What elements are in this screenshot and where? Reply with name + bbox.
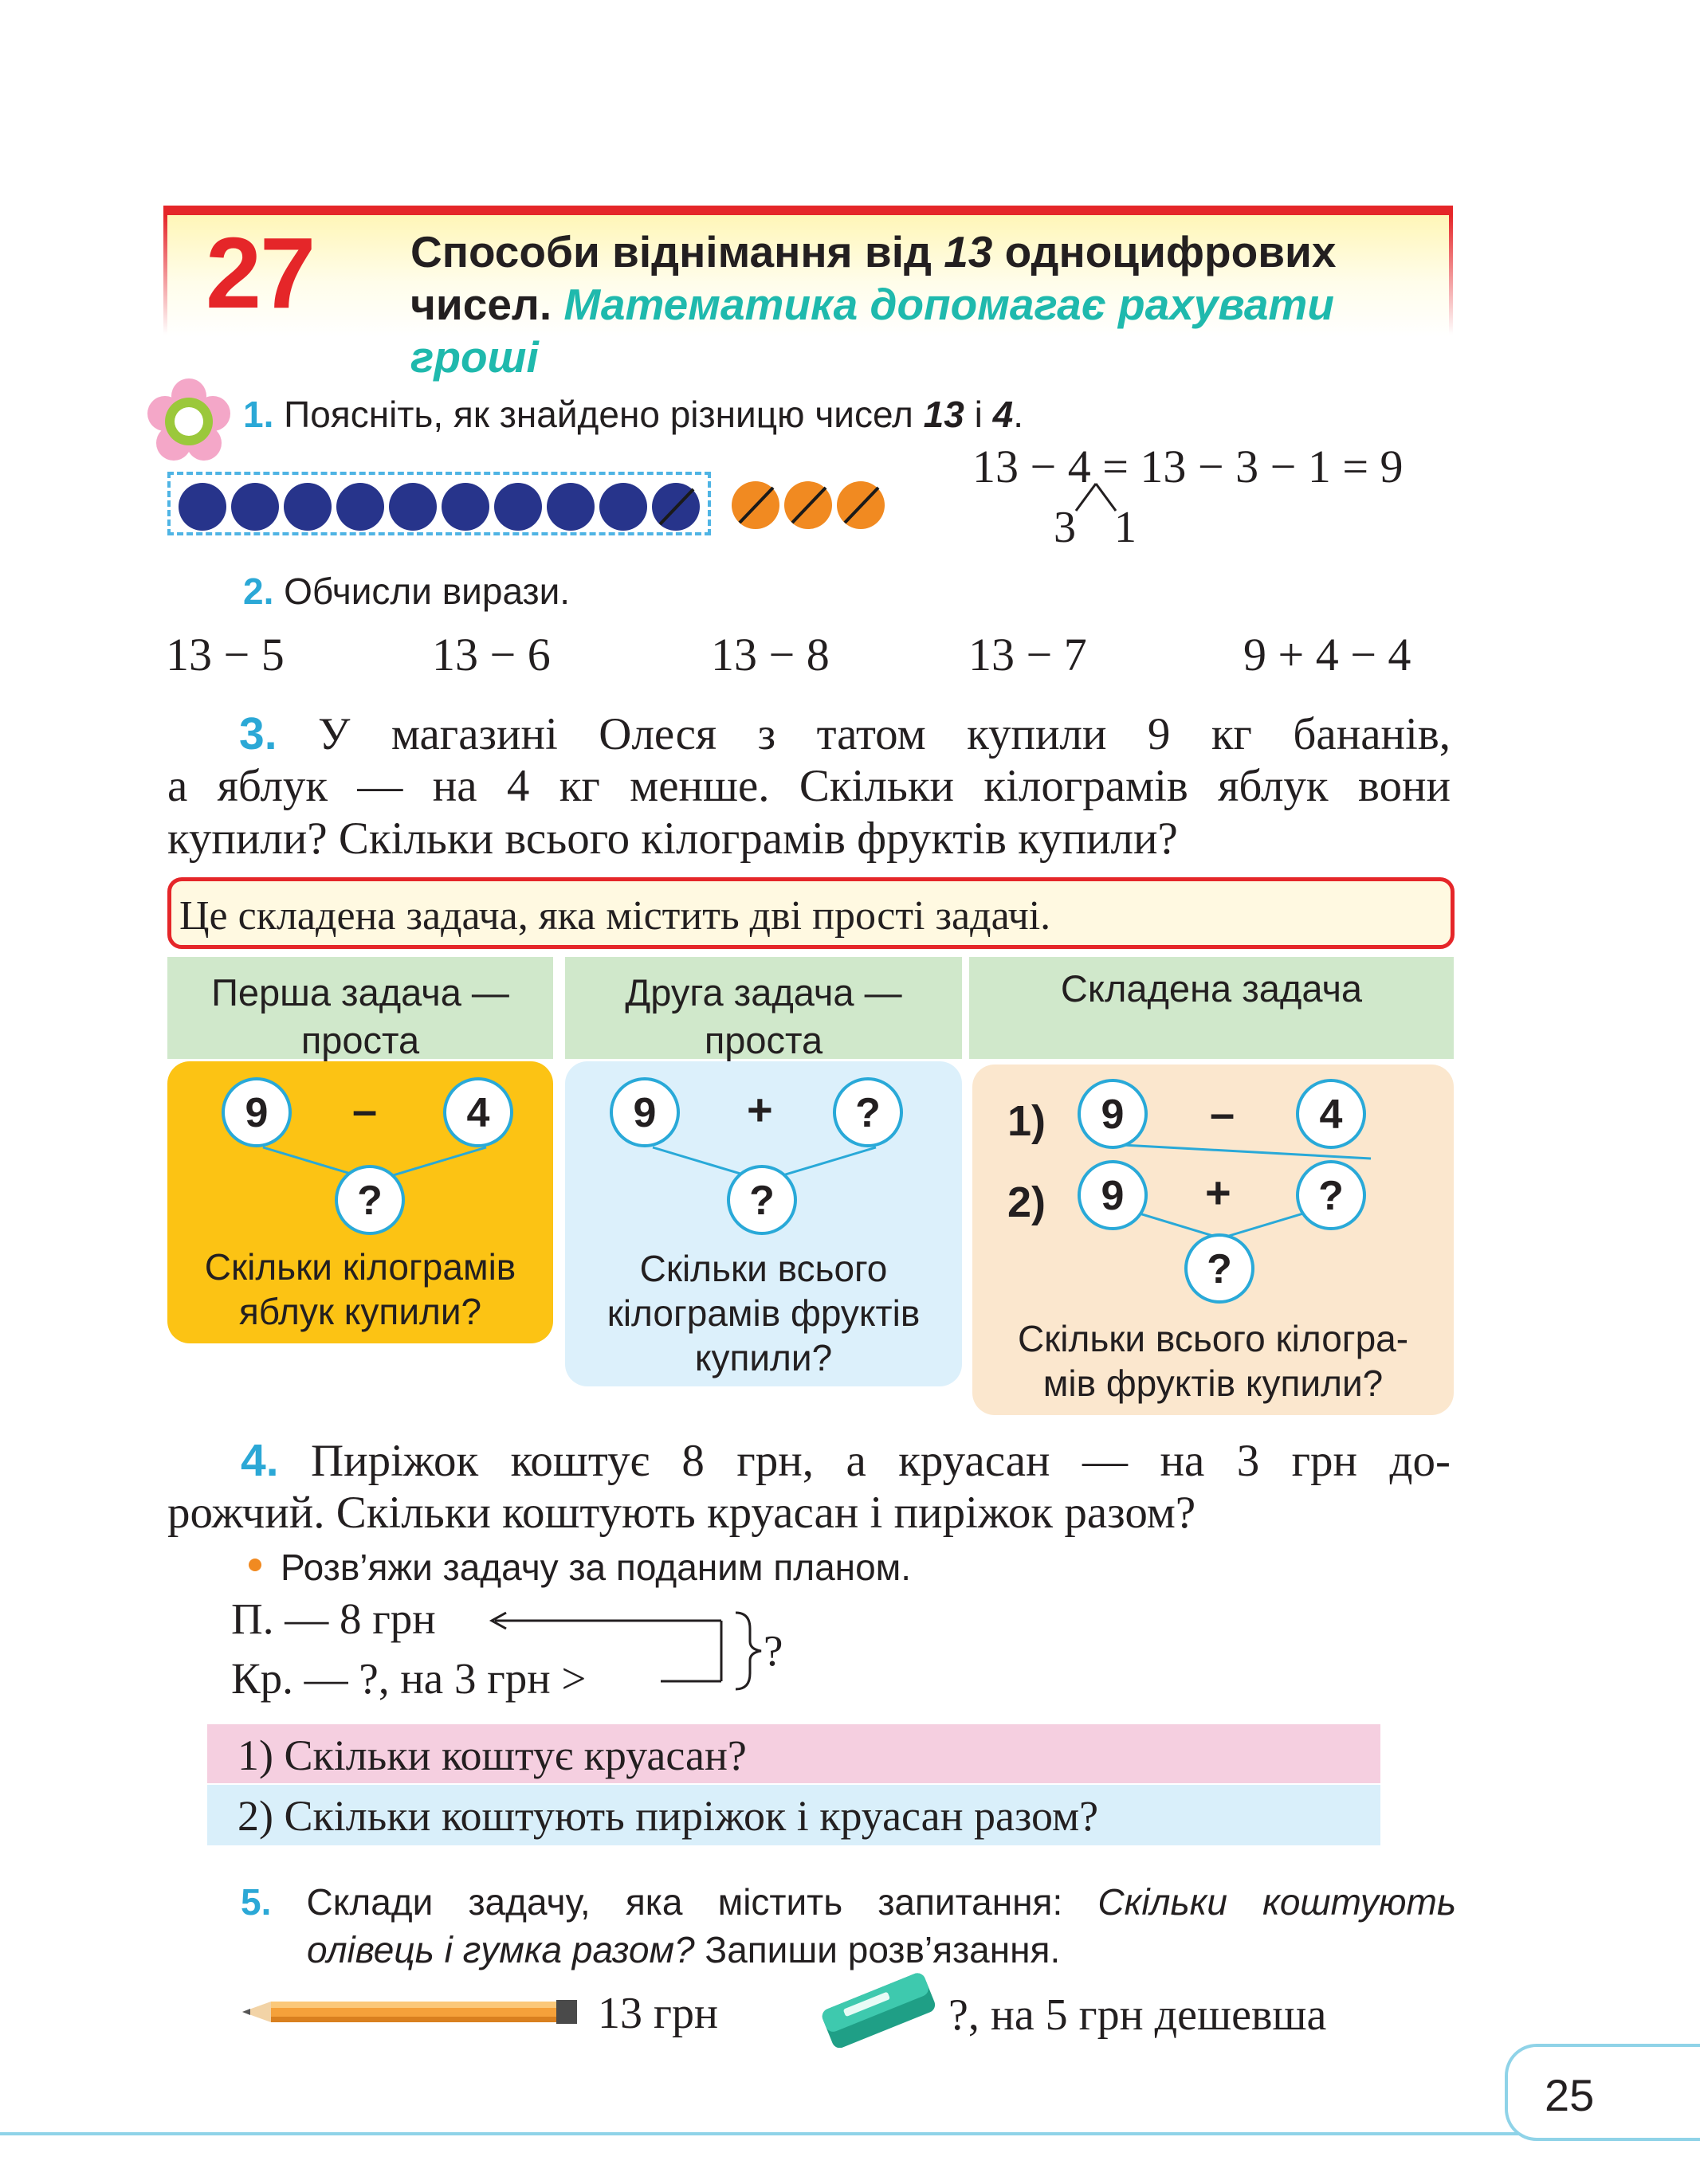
note-box: Це складена задача, яка містить дві прості задачі. [167,877,1455,949]
plan-question: ? [764,1626,783,1675]
eraser-price: ?, на 5 грн дешевша [948,1990,1327,2040]
lesson-number: 27 [206,217,315,329]
result-circle: ? [1184,1233,1254,1304]
number-circle: 4 [1296,1079,1366,1149]
number-circle: 9 [1078,1160,1148,1230]
orange-dot-crossed [784,481,832,529]
column-header-1: Перша задача — проста [167,957,553,1059]
panel-simple-task-1 [167,1061,553,1343]
bullet-dot [249,1559,261,1571]
ex5-line: 5. Склади задачу, яка містить запитання: Скільки коштують [241,1881,1457,1923]
panel-question: Скільки всього кілогра- мів фруктів купили? [1017,1318,1409,1404]
number-circle: 4 [443,1077,513,1147]
navy-dot [599,483,647,531]
number-circle: 9 [222,1077,292,1147]
step-label: 2) [1007,1178,1046,1226]
step-label: 1) [1007,1097,1046,1145]
plan-line-2: Кр. — ?, на 3 грн > [231,1654,587,1703]
ex2-task: 2. Обчисли вирази. [243,571,571,612]
lesson-title: Способи віднімання від 13 одноцифрових чисел. Математика допомагає рахувати гроші [410,227,1337,382]
operator: – [1210,1088,1235,1138]
plan-question-2: 2) Скільки коштують пиріжок і круасан разом? [207,1785,1380,1845]
column-header-3: Складена задача [969,957,1454,1059]
plan-line-1: П. — 8 грн [231,1594,436,1643]
ex4-bullet: Розв’яжи задачу за поданим планом. [281,1547,912,1588]
operator: – [352,1084,378,1135]
panel-question: Скільки кілограмів яблук купили? [204,1246,516,1332]
pencil-icon [239,1992,582,2032]
ex1-equation: 13 − 4 = 13 − 3 − 1 = 9 [972,441,1404,492]
expression: 13 − 6 [432,629,551,680]
result-circle: ? [727,1165,797,1235]
ex4-line: 4. Пиріжок коштує 8 грн, а круасан — на 3 грн до- [241,1435,1451,1486]
ex1-task: 1. Поясніть, як знайдено різницю чисел 13 і 4. [243,394,1023,435]
ex5-line: олівець і гумка разом? Запиши розв’язання. [307,1929,1061,1970]
navy-dot [336,483,384,531]
expression: 13 − 7 [968,629,1087,680]
lesson-subtitle: Математика допомагає рахувати гроші [410,280,1334,382]
number-circle: 9 [1078,1079,1148,1149]
column-header-2: Друга задача — проста [565,957,962,1059]
number-circle: 9 [610,1077,680,1147]
split-left: 3 [1054,503,1076,552]
expression: 13 − 8 [711,629,830,680]
navy-dot [284,483,332,531]
navy-dot [179,483,226,531]
ex3-line: 3. У магазині Олеся з татом купили 9 кг бананів, [239,708,1451,759]
panel-question: Скільки всього кілограмів фруктів купили? [607,1248,921,1378]
orange-dot-crossed [732,481,779,529]
counting-dots-group [167,472,711,535]
split-right: 1 [1114,503,1137,552]
operator: + [747,1084,773,1135]
ex4-line: рожчий. Скільки коштують круасан і пиріжок разом? [167,1488,1196,1538]
navy-dot-crossed [652,483,700,531]
ex3-line: купили? Скільки всього кілограмів фруктів купили? [167,814,1178,864]
footer-line [0,2132,1700,2135]
navy-dot [442,483,489,531]
ex3-line: а яблук — на 4 кг менше. Скільки кілограмів яблук вони [167,761,1451,811]
page-number: 25 [1505,2044,1700,2141]
navy-dot [389,483,437,531]
pencil-price: 13 грн [598,1989,718,2038]
unknown-circle: ? [1296,1160,1366,1230]
panel-compound-task [972,1065,1454,1415]
plan-arrow-diagram [482,1602,785,1697]
orange-dot-crossed [837,481,885,529]
panel-simple-task-2 [565,1061,962,1386]
unknown-circle: ? [833,1077,903,1147]
navy-dot [494,483,542,531]
navy-dot [547,483,595,531]
flower-icon [142,374,236,469]
eraser-icon [813,1968,940,2048]
operator: + [1205,1167,1231,1217]
navy-dot [231,483,279,531]
plan-question-1: 1) Скільки коштує круасан? [207,1724,1380,1783]
expression: 9 + 4 − 4 [1243,629,1411,680]
expression: 13 − 5 [166,629,285,680]
result-circle: ? [335,1165,405,1235]
